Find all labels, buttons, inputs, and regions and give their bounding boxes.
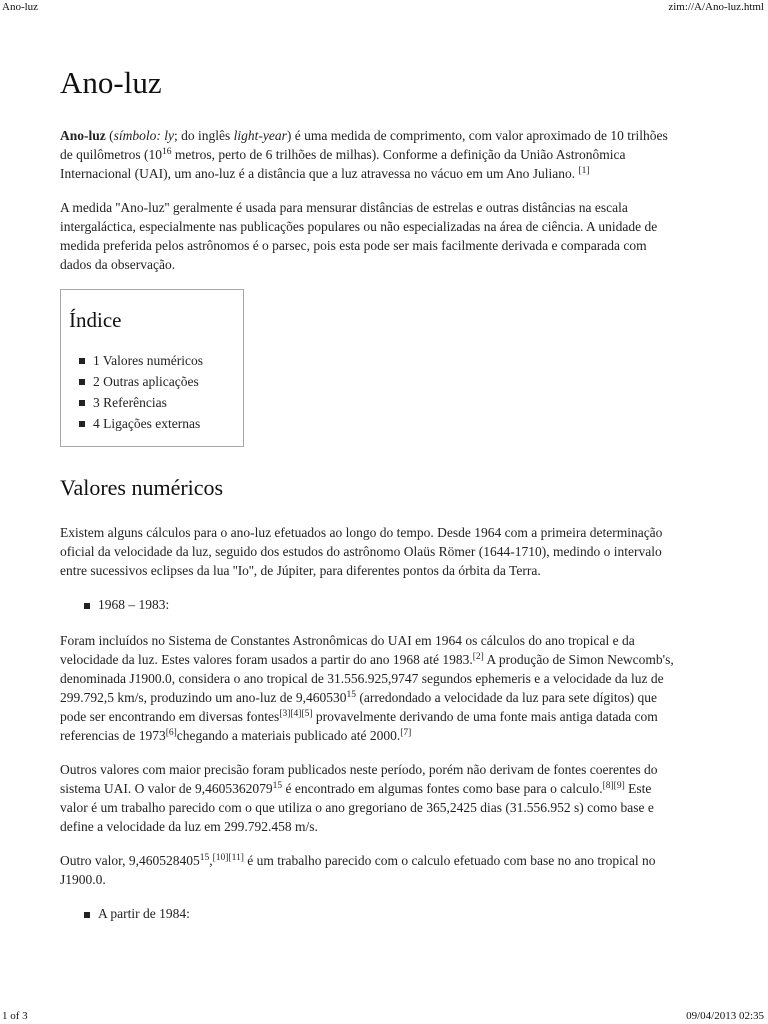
paragraph-text: é um trabalho parecido com o calculo efetuado com base no ano tropical no J1900.0. xyxy=(60,853,656,887)
exponent: 16 xyxy=(161,147,172,157)
reference-link[interactable]: [8][9] xyxy=(602,781,625,791)
intro-text: metros, perto de 6 trilhões de milhas). Conforme a definição da União Astronômica Internacional (UAI), um ano-luz é a distância que a luz atravessa no vácuo em um Ano Juliano. xyxy=(60,147,626,181)
toc-item-valores-numericos[interactable]: 1 Valores numéricos xyxy=(93,350,243,371)
reference-link[interactable]: [3][4][5] xyxy=(279,709,313,719)
exponent: 15 xyxy=(199,853,210,863)
section-paragraph-3 xyxy=(60,760,680,836)
bullet-list xyxy=(60,904,680,924)
bullet-list xyxy=(60,595,680,615)
print-timestamp: 09/04/2013 02:35 xyxy=(686,1010,764,1022)
paragraph-text: chegando a materiais publicado até 2000. xyxy=(176,728,401,743)
paragraph-text: é encontrado em algumas fontes como base para o calculo. xyxy=(282,781,603,796)
reference-link[interactable]: [2] xyxy=(472,652,484,662)
exponent: 15 xyxy=(272,781,283,791)
section-paragraph-2 xyxy=(60,631,680,745)
intro-text: ) é uma medida de comprimento, com valor aproximado de 10 trilhões de quilômetros (10 xyxy=(60,128,668,162)
section-heading-valores-numericos: Valores numéricos xyxy=(60,475,224,500)
exponent: 15 xyxy=(346,690,356,700)
intro-term: Ano-luz xyxy=(60,128,106,143)
intro-text: ; do inglês xyxy=(174,128,234,143)
english-term: light-year xyxy=(233,128,287,143)
paragraph-text: provavelmente derivando de uma fonte mais antiga datada com referencias de 1973 xyxy=(60,709,658,743)
toc-item-referencias[interactable]: 3 Referências xyxy=(93,392,243,413)
paragraph-text: Foram incluídos no Sistema de Constantes Astronômicas do UAI em 1964 os cálculos do ano tropical e da velocidade da luz. Estes valores foram usados a partir do ano 1968 até 1983. xyxy=(60,633,635,667)
paragraph-text: Este valor é um trabalho parecido com o que utiliza o ano gregoriano de 365,2425 dias (31.556.952 s) como base e define a velocidade da luz em 299.792.458 m/s. xyxy=(60,781,654,834)
page-title: Ano-luz xyxy=(60,65,162,100)
toc-item-ligacoes-externas[interactable]: 4 Ligações externas xyxy=(93,413,243,434)
page-header-url: zim://A/Ano-luz.html xyxy=(668,1,764,13)
list-item: 1968 – 1983: xyxy=(98,595,680,615)
toc-title: Índice xyxy=(69,308,122,332)
reference-link[interactable]: [1] xyxy=(578,166,590,176)
paragraph-text: , xyxy=(209,853,213,868)
paragraph-text: (arredondado a velocidade da luz para sete dígitos) que pode ser encontrando em diversas fontes xyxy=(60,690,657,724)
intro-paragraph xyxy=(60,126,680,183)
intro-text: ( xyxy=(105,128,114,143)
paragraph-2: A medida ''Ano-luz'' geralmente é usada para mensurar distâncias de estrelas e outras distâncias na escala intergaláctica, especialmente nas publicações populares ou não especializadas na área de ciência. A unidade de medida preferida pelos astrônomos é o parsec, pois esta pode ser mais facilmente derivada e comparada com dados da observação. xyxy=(60,200,658,272)
symbol-label: símbolo: ly xyxy=(113,128,175,143)
reference-link[interactable]: [10][11] xyxy=(212,853,244,863)
section-paragraph-1: Existem alguns cálculos para o ano-luz efetuados ao longo do tempo. Desde 1964 com a primeira determinação oficial da velocidade da luz, seguido dos estudos do astrônomo Olaüs Römer (1644-1710), medindo o intervalo entre sucessivos eclipses da lua ''Io'', de Júpiter, para diferentes pontos da órbita da Terra. xyxy=(60,525,663,578)
toc-list xyxy=(69,350,243,434)
page-counter: 1 of 3 xyxy=(2,1010,28,1022)
reference-link[interactable]: [6] xyxy=(165,728,177,738)
reference-link[interactable]: [7] xyxy=(400,728,412,738)
article-content xyxy=(60,62,680,940)
paragraph-text: A produção de Simon Newcomb's, denominada J1900.0, considera o ano tropical de 31.556.925,9747 segundos ephemeris e a velocidade da luz de 299.792,5 km/s, produzindo um ano-luz de 9,460530 xyxy=(60,652,674,705)
paragraph-text: Outros valores com maior precisão foram publicados neste período, porém não derivam de fontes coerentes do sistema UAI. O valor de 9,4605362079 xyxy=(60,762,658,796)
list-item: A partir de 1984: xyxy=(98,904,680,924)
page-header-title: Ano-luz xyxy=(2,1,39,13)
paragraph-text: Outro valor, 9,460528405 xyxy=(60,853,200,868)
toc-item-outras-aplicacoes[interactable]: 2 Outras aplicações xyxy=(93,371,243,392)
section-paragraph-4 xyxy=(60,851,680,889)
table-of-contents xyxy=(60,289,244,447)
